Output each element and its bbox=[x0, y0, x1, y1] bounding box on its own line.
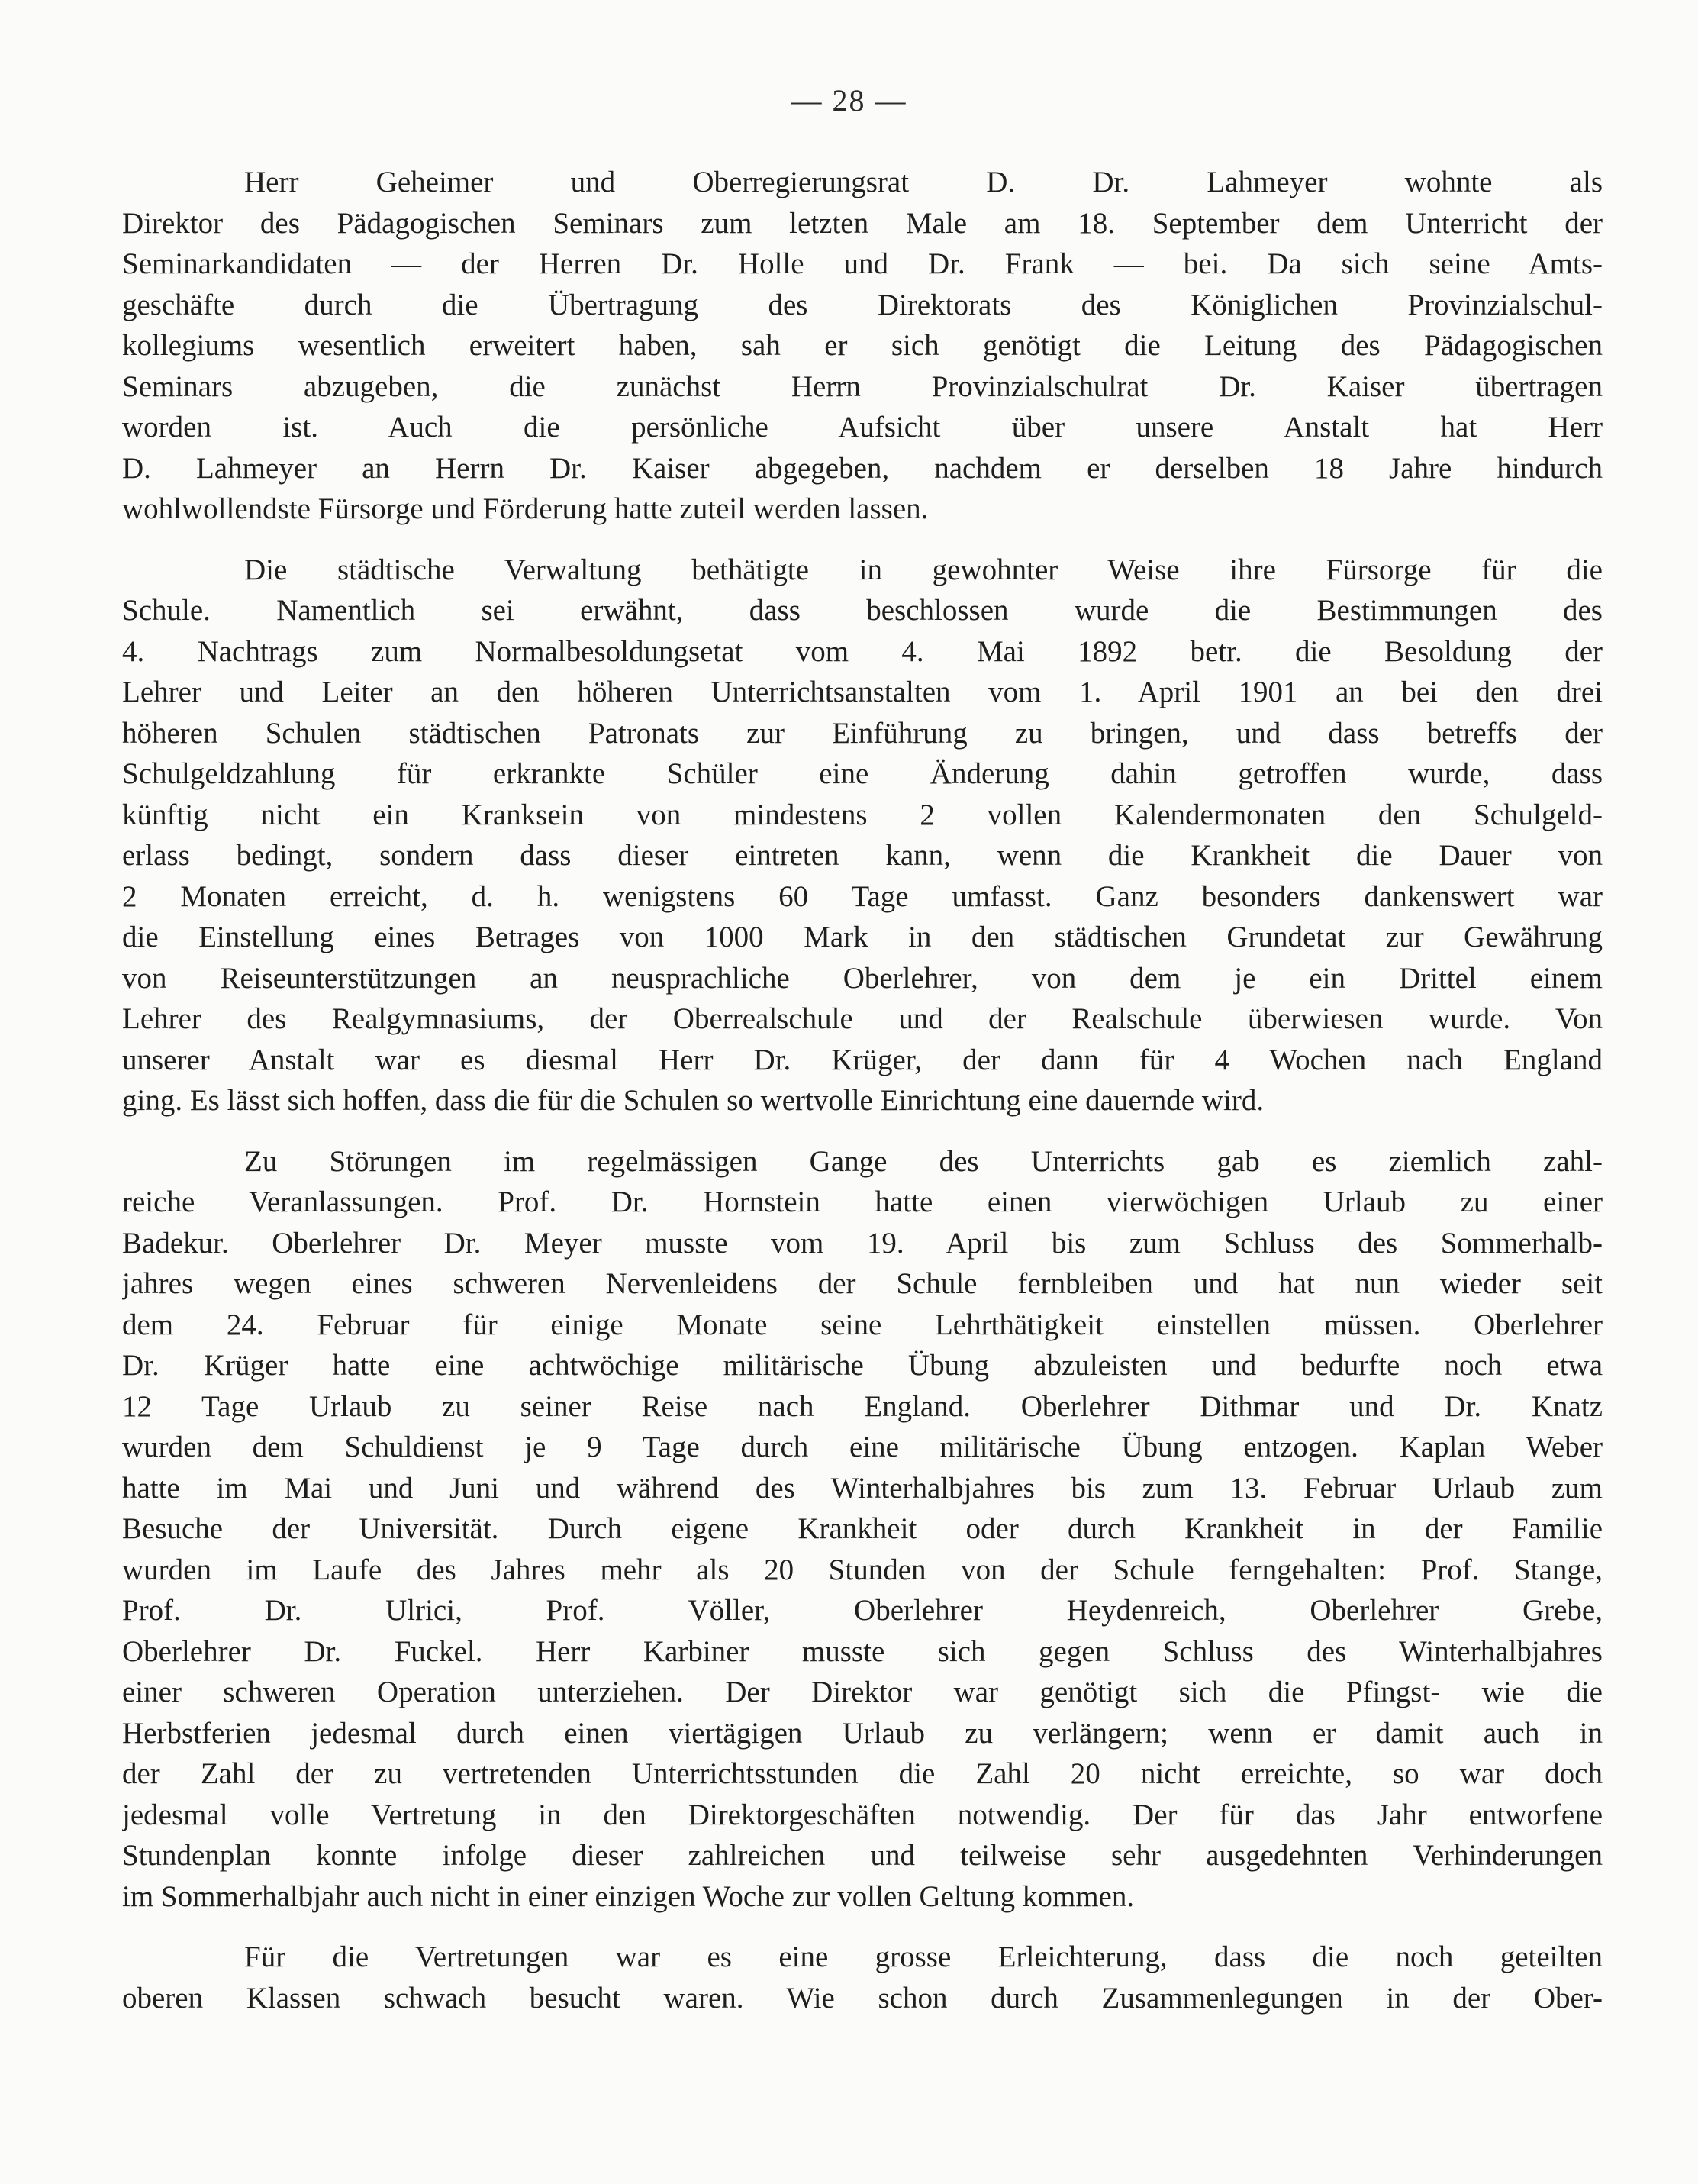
text-line: geschäfte durch die Übertragung des Direktorats des Königlichen Provinzialschul- bbox=[122, 288, 1603, 321]
text-line: Stundenplan konnte infolge dieser zahlreichen und teilweise sehr ausgedehnten Verhinderungen bbox=[122, 1839, 1603, 1872]
text-line: Herr Geheimer und Oberregierungsrat D. Dr. Lahmeyer wohnte als bbox=[244, 166, 1603, 198]
text-line: dem 24. Februar für einige Monate seine Lehrthätigkeit einstellen müssen. Oberlehrer bbox=[122, 1308, 1603, 1341]
text-line: Zu Störungen im regelmässigen Gange des Unterrichts gab es ziemlich zahl- bbox=[244, 1144, 1603, 1178]
paragraph-1 bbox=[122, 162, 1603, 530]
text-line: Direktor des Pädagogischen Seminars zum letzten Male am 18. September dem Unterricht der bbox=[122, 206, 1603, 240]
text-line: Herbstferien jedesmal durch einen viertägigen Urlaub zu verlängern; wenn er damit auch in bbox=[122, 1716, 1603, 1750]
paragraph-4 bbox=[122, 1937, 1603, 2018]
text-line: Lehrer des Realgymnasiums, der Oberrealschule und der Realschule überwiesen wurde. Von bbox=[122, 1002, 1603, 1035]
text-line: Seminarkandidaten — der Herren Dr. Holle und Dr. Frank — bei. Da sich seine Amts- bbox=[122, 247, 1603, 280]
paragraph-2 bbox=[122, 550, 1603, 1121]
text-line: worden ist. Auch die persönliche Aufsicht über unsere Anstalt hat Herr bbox=[122, 411, 1603, 444]
text-line: wohlwollendste Fürsorge und Förderung hatte zuteil werden lassen. bbox=[122, 492, 929, 525]
text-line: die Einstellung eines Betrages von 1000 Mark in den städtischen Grundetat zur Gewährung bbox=[122, 921, 1603, 953]
text-line: 4. Nachtrags zum Normalbesoldungsetat vom 4. Mai 1892 betr. die Besoldung der bbox=[122, 634, 1603, 668]
text-line: der Zahl der zu vertretenden Unterrichtsstunden die Zahl 20 nicht erreichte, so war doch bbox=[122, 1757, 1603, 1790]
text-line: Besuche der Universität. Durch eigene Krankheit oder durch Krankheit in der Familie bbox=[122, 1512, 1603, 1545]
text-line: Für die Vertretungen war es eine grosse Erleichterung, dass die noch geteilten bbox=[244, 1940, 1603, 1973]
text-line: einer schweren Operation unterziehen. Der Direktor war genötigt sich die Pfingst- wie die bbox=[122, 1676, 1603, 1708]
text-line: unserer Anstalt war es diesmal Herr Dr. Krüger, der dann für 4 Wochen nach England bbox=[122, 1043, 1603, 1076]
text-line: von Reiseunterstützungen an neusprachliche Oberlehrer, von dem je ein Drittel einem bbox=[122, 961, 1603, 995]
text-line: künftig nicht ein Kranksein von mindestens 2 vollen Kalendermonaten den Schulgeld- bbox=[122, 798, 1603, 831]
text-line: Prof. Dr. Ulrici, Prof. Völler, Oberlehrer Heydenreich, Oberlehrer Grebe, bbox=[122, 1594, 1603, 1627]
text-line: 12 Tage Urlaub zu seiner Reise nach England. Oberlehrer Dithmar und Dr. Knatz bbox=[122, 1389, 1603, 1423]
text-line: ging. Es lässt sich hoffen, dass die für die Schulen so wertvolle Einrichtung eine dauernde wird. bbox=[122, 1084, 1265, 1117]
text-line: Seminars abzugeben, die zunächst Herrn Provinzialschulrat Dr. Kaiser übertragen bbox=[122, 369, 1603, 403]
text-line: reiche Veranlassungen. Prof. Dr. Hornstein hatte einen vierwöchigen Urlaub zu einer bbox=[122, 1186, 1603, 1218]
text-line: oberen Klassen schwach besucht waren. Wie schon durch Zusammenlegungen in der Ober- bbox=[122, 1981, 1603, 2015]
body-text bbox=[122, 162, 1603, 2038]
text-line: Die städtische Verwaltung bethätigte in gewohnter Weise ihre Fürsorge für die bbox=[244, 553, 1603, 586]
text-line: im Sommerhalbjahr auch nicht in einer einzigen Woche zur vollen Geltung kommen. bbox=[122, 1879, 1135, 1913]
text-line: Dr. Krüger hatte eine achtwöchige militärische Übung abzuleisten und bedurfte noch etwa bbox=[122, 1349, 1603, 1382]
text-line: höheren Schulen städtischen Patronats zur Einführung zu bringen, und dass betreffs der bbox=[122, 716, 1603, 750]
text-line: hatte im Mai und Juni und während des Winterhalbjahres bis zum 13. Februar Urlaub zum bbox=[122, 1471, 1603, 1505]
text-line: jahres wegen eines schweren Nervenleidens der Schule fernbleiben und hat nun wieder seit bbox=[122, 1267, 1603, 1300]
text-line: wurden dem Schuldienst je 9 Tage durch eine militärische Übung entzogen. Kaplan Weber bbox=[122, 1431, 1603, 1463]
text-line: kollegiums wesentlich erweitert haben, sah er sich genötigt die Leitung des Pädagogischen bbox=[122, 329, 1603, 362]
text-line: erlass bedingt, sondern dass dieser eintreten kann, wenn die Krankheit die Dauer von bbox=[122, 839, 1603, 872]
text-line: Schulgeldzahlung für erkrankte Schüler eine Änderung dahin getroffen wurde, dass bbox=[122, 757, 1603, 790]
text-line: Badekur. Oberlehrer Dr. Meyer musste vom 19. April bis zum Schluss des Sommerhalb- bbox=[122, 1226, 1603, 1260]
text-line: D. Lahmeyer an Herrn Dr. Kaiser abgegeben, nachdem er derselben 18 Jahre hindurch bbox=[122, 451, 1603, 485]
page-number: — 28 — bbox=[791, 83, 907, 118]
text-line: 2 Monaten erreicht, d. h. wenigstens 60 Tage umfasst. Ganz besonders dankenswert war bbox=[122, 879, 1603, 913]
text-line: wurden im Laufe des Jahres mehr als 20 Stunden von der Schule ferngehalten: Prof. Stange, bbox=[122, 1553, 1603, 1586]
text-line: jedesmal volle Vertretung in den Direktorgeschäften notwendig. Der für das Jahr entworfene bbox=[122, 1798, 1603, 1831]
text-line: Oberlehrer Dr. Fuckel. Herr Karbiner musste sich gegen Schluss des Winterhalbjahres bbox=[122, 1634, 1603, 1668]
text-line: Lehrer und Leiter an den höheren Unterrichtsanstalten vom 1. April 1901 an bei den drei bbox=[122, 676, 1603, 708]
paragraph-3 bbox=[122, 1141, 1603, 1918]
text-line: Schule. Namentlich sei erwähnt, dass beschlossen wurde die Bestimmungen des bbox=[122, 594, 1603, 627]
